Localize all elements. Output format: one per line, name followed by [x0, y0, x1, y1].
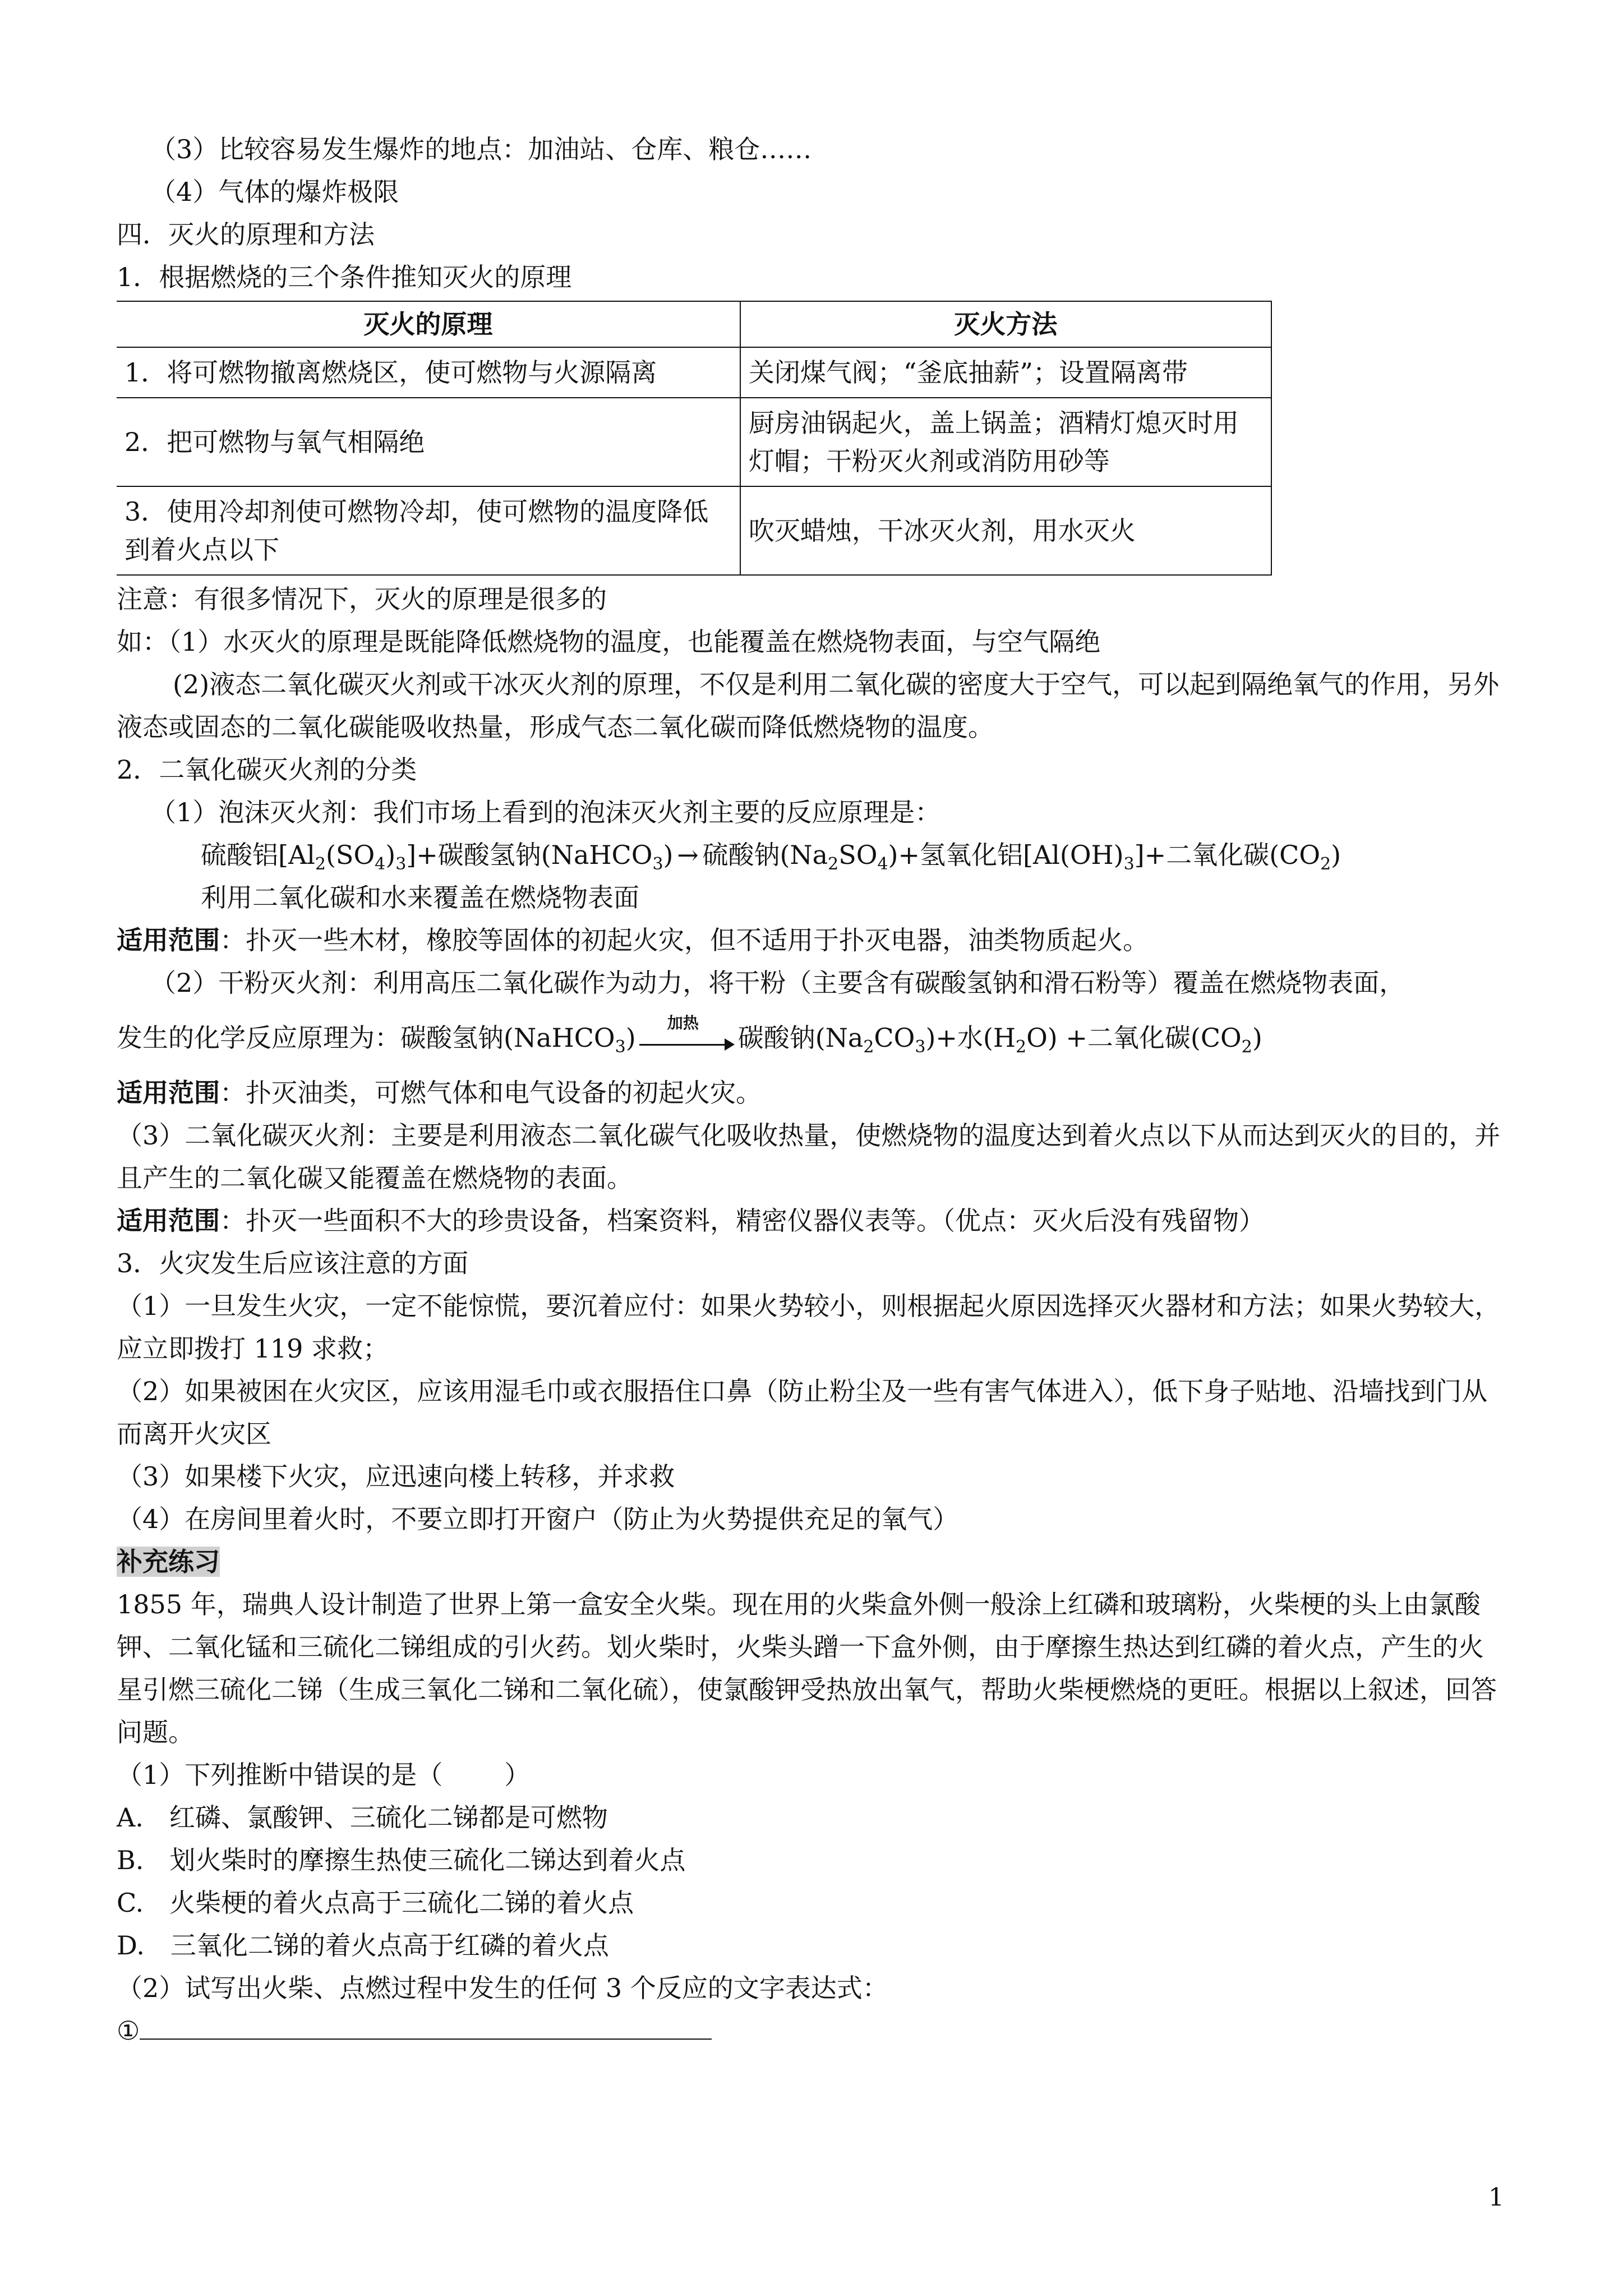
- list-item: （3）如果楼下火灾，应迅速向楼上转移，并求救: [117, 1461, 675, 1492]
- table-header-row: [117, 301, 1271, 347]
- co2-intro: （3）二氧化碳灭火剂：主要是利用液态二氧化碳气化吸收热量，使燃烧物的温度达到着火点以下从而达到灭火的目的，并且产生的二氧化碳又能覆盖在燃烧物的表面。: [117, 1120, 1501, 1193]
- list-item: （1）一旦发生火灾，一定不能惊慌，要沉着应付：如果火势较小，则根据起火原因选择灭火器材和方法；如果火势较大，应立即拨打 119 求救；: [117, 1291, 1501, 1364]
- exercise-passage: 1855 年，瑞典人设计制造了世界上第一盒安全火柴。现在用的火柴盒外侧一般涂上红磷和玻璃粉，火柴梗的头上由氯酸钾、二氧化锰和三硫化二锑组成的引火药。划火柴时，火柴头蹭一下盒外侧，由于摩擦生热达到红磷的着火点，产生的火星引燃三硫化二锑（生成三氧化二锑和二氧化硫），使氯酸钾受热放出氧气，帮助火柴梗燃烧的更旺。根据以上叙述，回答问题。: [117, 1589, 1497, 1747]
- list-item: （4）在房间里着火时，不要立即打开窗户（防止为火势提供充足的氧气）: [117, 1504, 959, 1534]
- table-row: [117, 347, 1271, 398]
- subheading-principles: 1．根据燃烧的三个条件推知灭火的原理: [117, 262, 572, 292]
- fire-extinguish-table: [117, 301, 1272, 576]
- question-2: （2）试写出火柴、点燃过程中发生的任何 3 个反应的文字表达式：: [117, 1973, 888, 2003]
- line-explosion-places: （3）比较容易发生爆炸的地点：加油站、仓库、粮仓……: [150, 134, 812, 164]
- option-d: D. 三氧化二锑的着火点高于红磷的着火点: [117, 1930, 609, 1961]
- reaction-arrow-icon: →: [677, 840, 699, 870]
- section-heading-4: 四．灭火的原理和方法: [117, 219, 375, 250]
- foam-scope: 适用范围：扑灭一些木材，橡胶等固体的初起火灾，但不适用于扑灭电器，油类物质起火。: [117, 925, 1149, 955]
- table-cell-method: 厨房油锅起火，盖上锅盖；酒精灯熄灭时用灯帽；干粉灭火剂或消防用砂等: [740, 398, 1271, 486]
- scope-label: 适用范围: [117, 925, 220, 955]
- powder-scope: 适用范围：扑灭油类，可燃气体和电气设备的初起火灾。: [117, 1078, 762, 1108]
- foam-intro: （1）泡沫灭火剂：我们市场上看到的泡沫灭火剂主要的反应原理是：: [150, 797, 941, 827]
- exercise-heading: 补充练习: [117, 1547, 220, 1577]
- table-cell-principle: 3．使用冷却剂使可燃物冷却，使可燃物的温度降低到着火点以下: [117, 486, 740, 575]
- scope-label: 适用范围: [117, 1205, 220, 1236]
- heating-arrow-icon: 加热: [639, 1027, 735, 1053]
- line-explosion-limit: （4）气体的爆炸极限: [150, 177, 399, 207]
- foam-equation: 硫酸铝$[Al_2(SO_4)_3]+$碳酸氢钠(NaHCO$_3$) → 硫酸钠$(Na_2SO_4)+$氢氧化铝$[Al(OH)_3]+$二氧化碳$(CO_2)$: [117, 834, 1509, 876]
- section-2-title: 2．二氧化碳灭火剂的分类: [117, 754, 417, 785]
- foam-note: 利用二氧化碳和水来覆盖在燃烧物表面: [201, 882, 639, 913]
- table-header-method: 灭火方法: [740, 301, 1271, 347]
- powder-intro: （2）干粉灭火剂：利用高压二氧化碳作为动力，将干粉（主要含有碳酸氢钠和滑石粉等）覆盖在燃烧物表面，: [150, 968, 1405, 998]
- scope-label: 适用范围: [117, 1078, 220, 1108]
- note-line: 注意：有很多情况下，灭火的原理是很多的: [117, 584, 607, 614]
- note-example-co2: (2)液态二氧化碳灭火剂或干冰灭火剂的原理，不仅是利用二氧化碳的密度大于空气，可以起到隔绝氧气的作用，另外液态或固态的二氧化碳能吸收热量，形成气态二氧化碳而降低燃烧物的温度。: [117, 669, 1500, 742]
- option-c: C. 火柴梗的着火点高于三硫化二锑的着火点: [117, 1888, 634, 1918]
- option-b: B. 划火柴时的摩擦生热使三硫化二锑达到着火点: [117, 1845, 686, 1875]
- table-row: [117, 486, 1271, 575]
- list-item: （2）如果被困在火灾区，应该用湿毛巾或衣服捂住口鼻（防止粉尘及一些有害气体进入），低下身子贴地、沿墙找到门从而离开火灾区: [117, 1376, 1488, 1449]
- table-cell-principle: 1．将可燃物撤离燃烧区，使可燃物与火源隔离: [117, 347, 740, 398]
- table-cell-principle: 2．把可燃物与氧气相隔绝: [117, 398, 740, 486]
- answer-blank-1: ①: [117, 2009, 1509, 2052]
- table-header-principle: 灭火的原理: [117, 301, 740, 347]
- page-number: 1: [1488, 2183, 1504, 2212]
- note-example-water: 如：（1）水灭火的原理是既能降低燃烧物的温度，也能覆盖在燃烧物表面，与空气隔绝: [117, 627, 1101, 657]
- co2-scope: 适用范围：扑灭一些面积不大的珍贵设备，档案资料，精密仪器仪表等。（优点：灭火后没有残留物）: [117, 1205, 1265, 1236]
- option-a: A. 红磷、氯酸钾、三硫化二锑都是可燃物: [117, 1802, 608, 1833]
- question-1: （1）下列推断中错误的是（ ）: [117, 1760, 531, 1790]
- powder-equation: 发生的化学反应原理为：碳酸氢钠(NaHCO$_3$) 加热 碳酸钠$(Na_2CO_3)+$水$(H_2O)$ +二氧化碳$(CO_2)$: [117, 1014, 1262, 1057]
- table-cell-method: 吹灭蜡烛，干冰灭火剂，用水灭火: [740, 486, 1271, 575]
- table-cell-method: 关闭煤气阀；“釜底抽薪”；设置隔离带: [740, 347, 1271, 398]
- section-3-title: 3．火灾发生后应该注意的方面: [117, 1248, 469, 1278]
- table-row: [117, 398, 1271, 486]
- answer-blank-line[interactable]: [140, 2016, 712, 2040]
